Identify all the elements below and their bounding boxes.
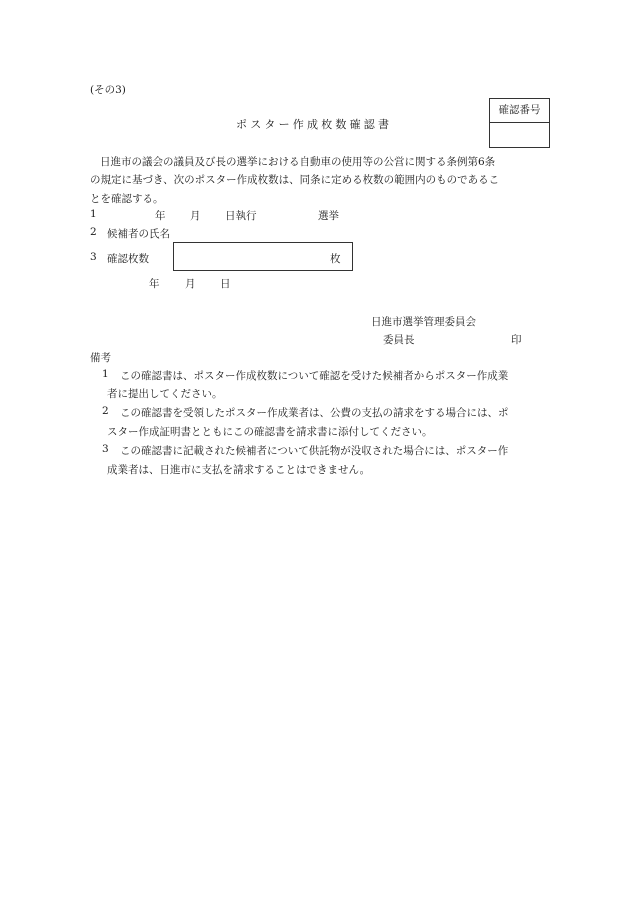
body-line: とを確認する。 (90, 192, 164, 205)
note-text: この確認書に記載された候補者について供託物が没収された場合には、ポスター作 (120, 445, 509, 457)
item3-label: 確認枚数 (107, 253, 149, 265)
body-paragraph (90, 153, 552, 208)
issuer-chair: 委員長 (383, 334, 415, 346)
note-text: この確認書を受領したポスター作成業者は、公費の支払の請求をする場合には、ポ (120, 407, 509, 419)
note-number: 3 (102, 443, 109, 455)
notes-heading: 備考 (90, 352, 111, 364)
document-title: ポスター作成枚数確認書 (236, 118, 393, 131)
issuer-seal: 印 (511, 334, 522, 346)
item1-year: 年 (155, 210, 166, 222)
item1-month: 月 (190, 210, 201, 222)
item1-number: 1 (90, 208, 97, 220)
item3-number: 3 (90, 251, 97, 263)
note-text: この確認書は、ポスター作成枚数について確認を受けた候補者からポスター作成業 (120, 370, 509, 382)
confirmation-number-field[interactable] (490, 123, 549, 147)
note-number: 1 (102, 368, 109, 380)
page-label: (その3) (90, 84, 126, 96)
count-box[interactable] (173, 242, 353, 271)
date-year: 年 (149, 278, 160, 290)
note-text: 成業者は、日進市に支払を請求することはできません。 (107, 464, 371, 476)
issuer-committee: 日進市選挙管理委員会 (371, 316, 476, 328)
note-number: 2 (102, 405, 109, 417)
item1-election: 選挙 (318, 210, 339, 222)
note-text: 者に提出してください。 (107, 388, 223, 400)
confirmation-number-box (489, 98, 550, 148)
note-text: スター作成証明書とともにこの確認書を請求書に添付してください。 (107, 426, 433, 438)
date-day: 日 (220, 278, 231, 290)
item2-label: 候補者の氏名 (107, 228, 170, 240)
count-unit: 枚 (330, 253, 341, 265)
confirmation-number-label: 確認番号 (490, 99, 549, 123)
item2-number: 2 (90, 226, 97, 238)
body-line: の規定に基づき、次のポスター作成枚数は、同条に定める枚数の範囲内のものであるこ (90, 174, 500, 187)
item1-day-exec: 日執行 (225, 210, 257, 222)
date-month: 月 (185, 278, 196, 290)
body-line: 日進市の議会の議員及び長の選挙における自動車の使用等の公営に関する条例第6条 (100, 156, 496, 168)
